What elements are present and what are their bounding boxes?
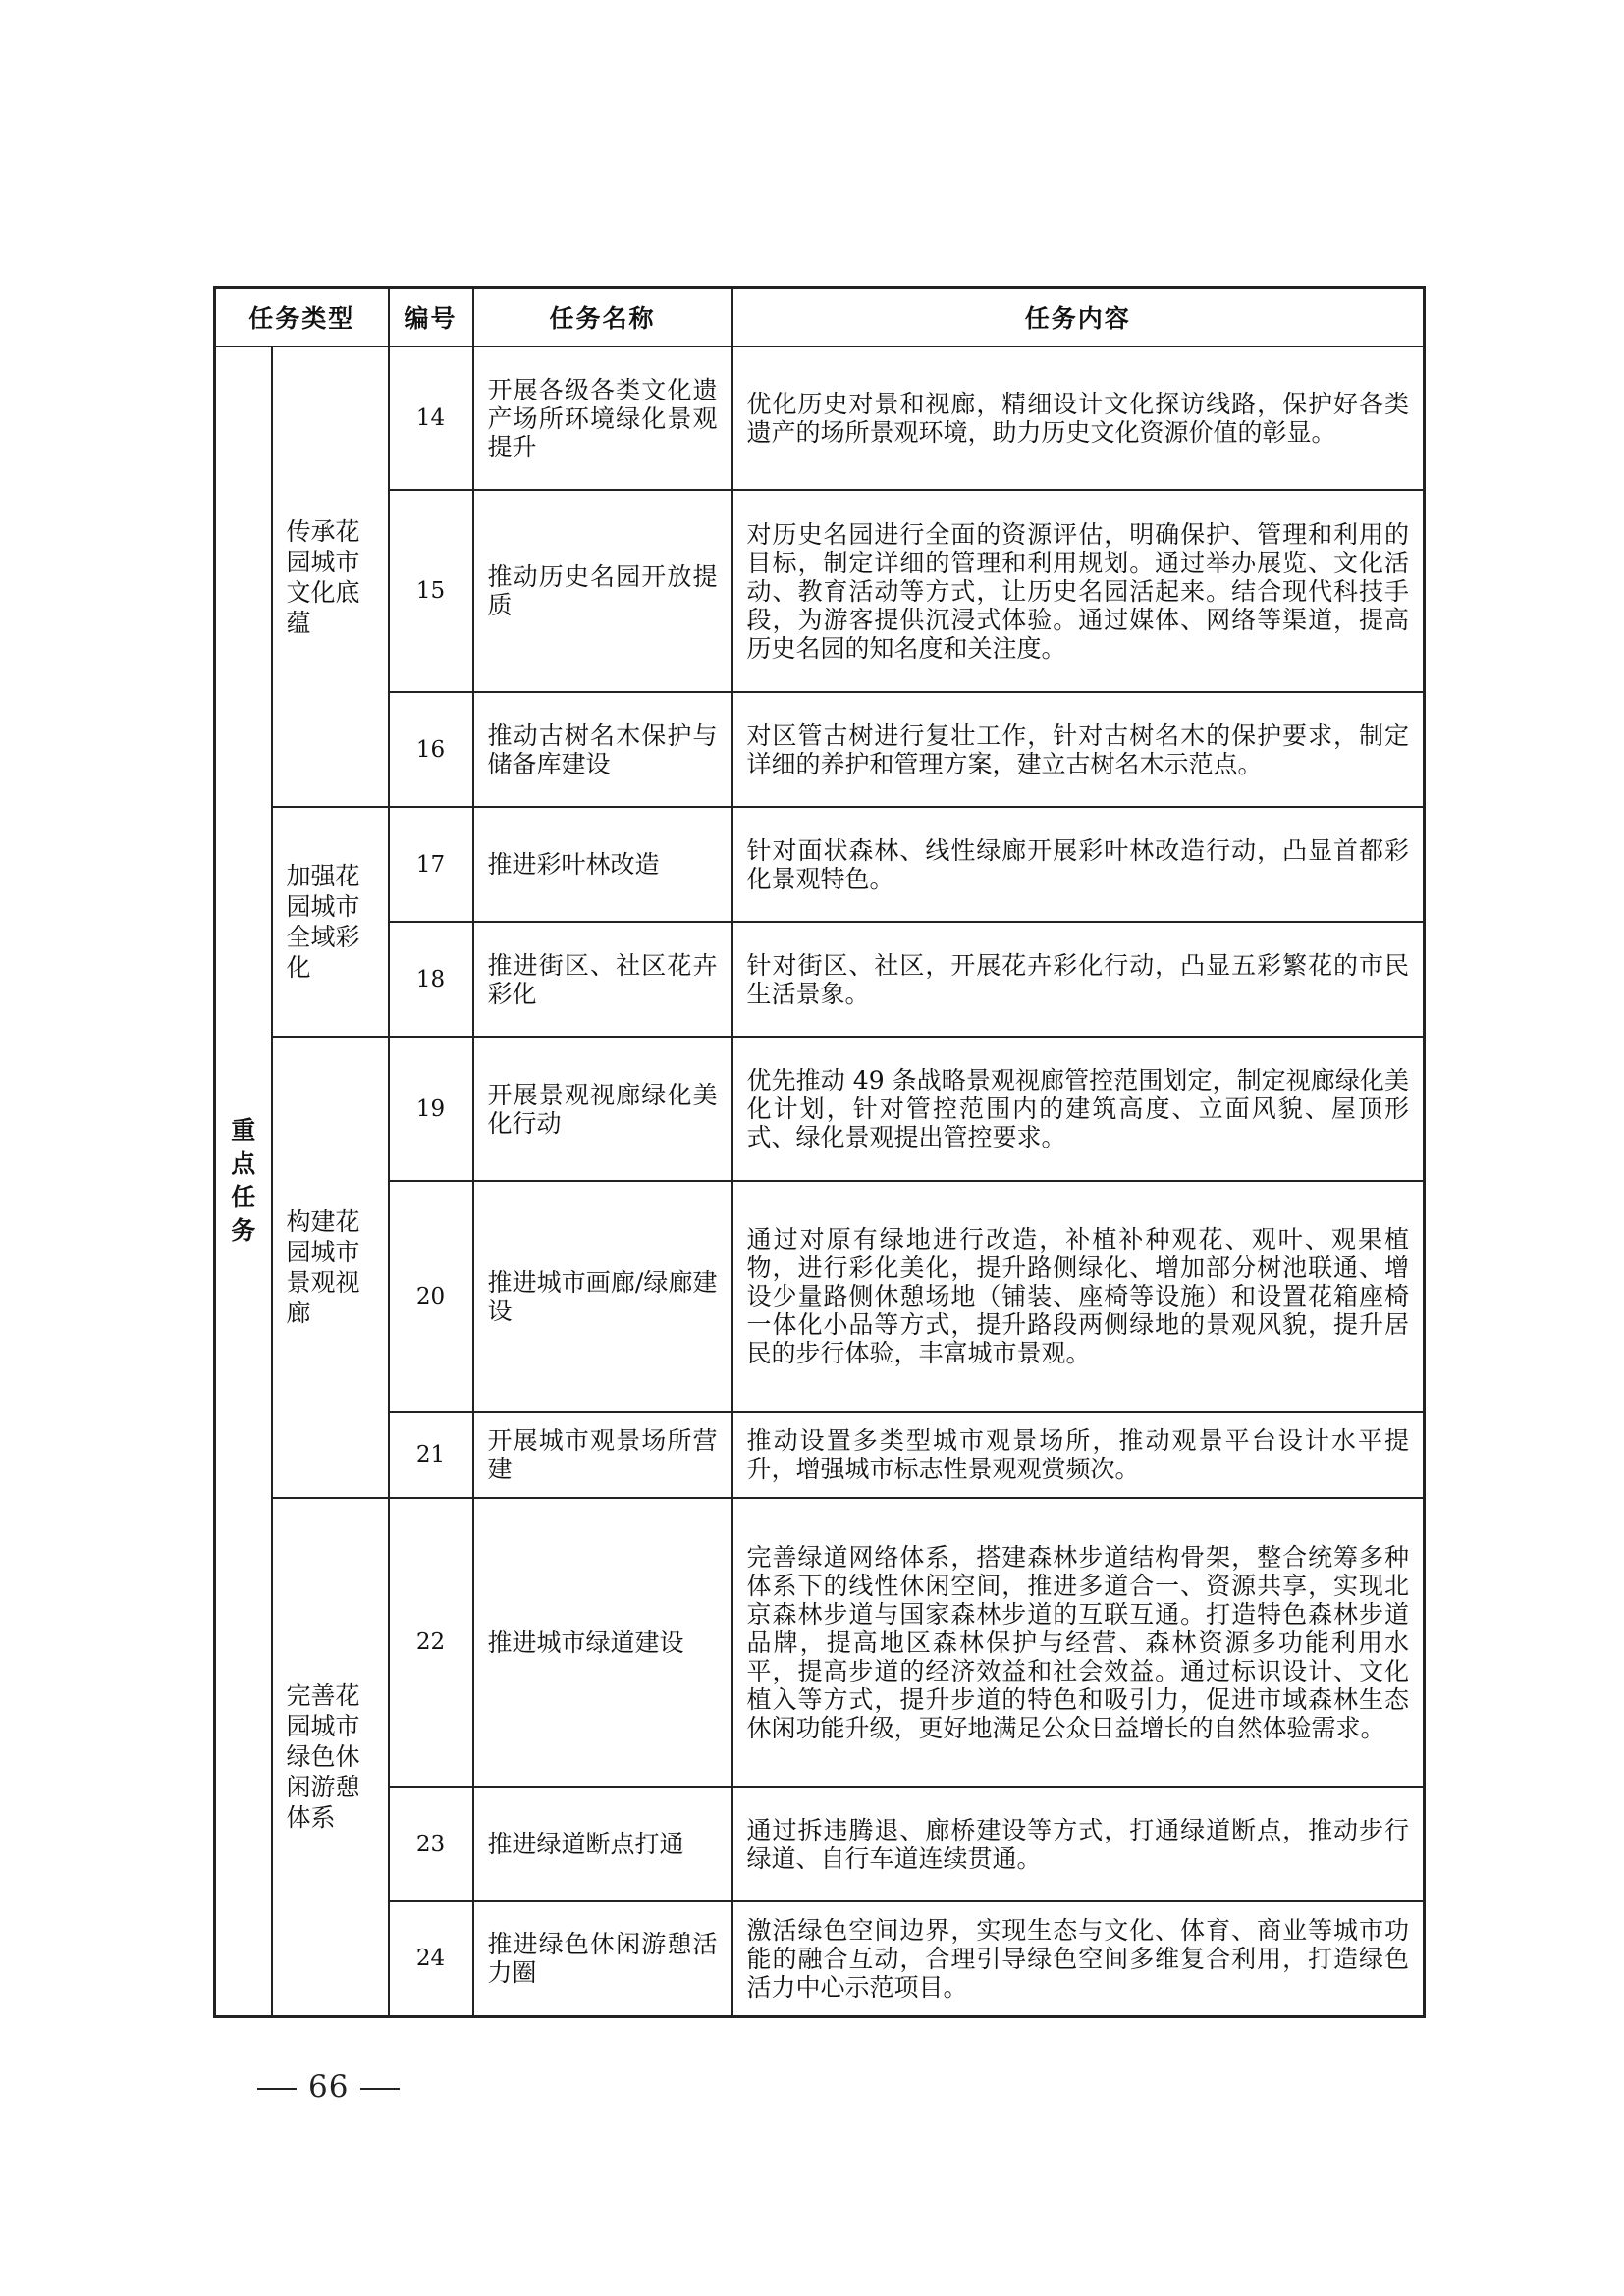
task-number: 20	[389, 1181, 473, 1412]
table-row	[215, 922, 1425, 1037]
task-content: 优化历史对景和视廊，精细设计文化探访线路，保护好各类遗产的场所景观环境，助力历史文化资源价值的彰显。	[732, 347, 1425, 490]
task-content: 完善绿道网络体系，搭建森林步道结构骨架，整合统筹多种体系下的线性休闲空间，推进多道合一、资源共享，实现北京森林步道与国家森林步道的互联互通。打造特色森林步道品牌，提高地区森林保护与经营、森林资源多功能利用水平，提高步道的经济效益和社会效益。通过标识设计、文化植入等方式，提升步道的特色和吸引力，促进市域森林生态休闲功能升级，更好地满足公众日益增长的自然体验需求。	[732, 1498, 1425, 1787]
header-task-type: 任务类型	[215, 288, 389, 347]
task-name: 推进街区、社区花卉彩化	[473, 922, 732, 1037]
task-content: 优先推动 49 条战略景观视廊管控范围划定，制定视廊绿化美化计划，针对管控范围内的建筑高度、立面风貌、屋顶形式、绿化景观提出管控要求。	[732, 1037, 1425, 1181]
task-number: 22	[389, 1498, 473, 1787]
table-row	[215, 1037, 1425, 1181]
sub-category-cell: 加强花园城市全域彩化	[272, 807, 389, 1037]
task-number: 14	[389, 347, 473, 490]
task-name: 推进彩叶林改造	[473, 807, 732, 922]
sub-category-cell: 传承花园城市文化底蕴	[272, 347, 389, 807]
table-row	[215, 1901, 1425, 2016]
task-name: 推动古树名木保护与储备库建设	[473, 692, 732, 807]
sub-category-cell: 完善花园城市绿色休闲游憩体系	[272, 1498, 389, 2016]
table-row	[215, 347, 1425, 490]
task-name: 开展城市观景场所营建	[473, 1412, 732, 1498]
task-name: 推进绿道断点打通	[473, 1787, 732, 1901]
header-task-name: 任务名称	[473, 288, 732, 347]
task-content: 对历史名园进行全面的资源评估，明确保护、管理和利用的目标，制定详细的管理和利用规划。通过举办展览、文化活动、教育活动等方式，让历史名园活起来。结合现代科技手段，为游客提供沉浸式体验。通过媒体、网络等渠道，提高历史名园的知名度和关注度。	[732, 490, 1425, 692]
table-row	[215, 490, 1425, 692]
task-content: 针对面状森林、线性绿廊开展彩叶林改造行动，凸显首都彩化景观特色。	[732, 807, 1425, 922]
task-content: 推动设置多类型城市观景场所，推动观景平台设计水平提升，增强城市标志性景观观赏频次。	[732, 1412, 1425, 1498]
task-content: 通过对原有绿地进行改造，补植补种观花、观叶、观果植物，进行彩化美化，提升路侧绿化、增加部分树池联通、增设少量路侧休憩场地（铺装、座椅等设施）和设置花箱座椅一体化小品等方式，提升路段两侧绿地的景观风貌，提升居民的步行体验，丰富城市景观。	[732, 1181, 1425, 1412]
task-table	[213, 286, 1426, 2018]
task-name: 开展各级各类文化遗产场所环境绿化景观提升	[473, 347, 732, 490]
task-content: 针对街区、社区，开展花卉彩化行动，凸显五彩繁花的市民生活景象。	[732, 922, 1425, 1037]
task-number: 23	[389, 1787, 473, 1901]
task-number: 15	[389, 490, 473, 692]
main-category-char: 点	[231, 1149, 256, 1179]
task-content: 激活绿色空间边界，实现生态与文化、体育、商业等城市功能的融合互动，合理引导绿色空间多维复合利用，打造绿色活力中心示范项目。	[732, 1901, 1425, 2016]
main-category-char: 重	[231, 1116, 256, 1146]
task-name: 推动历史名园开放提质	[473, 490, 732, 692]
main-category-char: 务	[231, 1216, 256, 1246]
footer-dash-left	[257, 2088, 297, 2090]
table-header-row	[215, 288, 1425, 347]
main-category-cell	[215, 347, 272, 2016]
sub-category-cell: 构建花园城市景观视廊	[272, 1037, 389, 1498]
task-content: 通过拆违腾退、廊桥建设等方式，打通绿道断点，推动步行绿道、自行车道连续贯通。	[732, 1787, 1425, 1901]
task-name: 推进城市绿道建设	[473, 1498, 732, 1787]
main-category-char: 任	[231, 1183, 256, 1212]
table-row	[215, 692, 1425, 807]
table-row	[215, 1787, 1425, 1901]
task-name: 开展景观视廊绿化美化行动	[473, 1037, 732, 1181]
page-number: 66	[308, 2069, 350, 2105]
task-content: 对区管古树进行复壮工作，针对古树名木的保护要求，制定详细的养护和管理方案，建立古树名木示范点。	[732, 692, 1425, 807]
table-row	[215, 1181, 1425, 1412]
task-number: 21	[389, 1412, 473, 1498]
table-row	[215, 807, 1425, 922]
task-number: 17	[389, 807, 473, 922]
table-row	[215, 1498, 1425, 1787]
footer-dash-right	[360, 2088, 400, 2090]
task-number: 18	[389, 922, 473, 1037]
header-number: 编号	[389, 288, 473, 347]
task-name: 推进城市画廊/绿廊建设	[473, 1181, 732, 1412]
table-row	[215, 1412, 1425, 1498]
task-number: 16	[389, 692, 473, 807]
page-footer	[245, 2069, 411, 2105]
header-task-content: 任务内容	[732, 288, 1425, 347]
task-number: 24	[389, 1901, 473, 2016]
task-number: 19	[389, 1037, 473, 1181]
task-name: 推进绿色休闲游憩活力圈	[473, 1901, 732, 2016]
